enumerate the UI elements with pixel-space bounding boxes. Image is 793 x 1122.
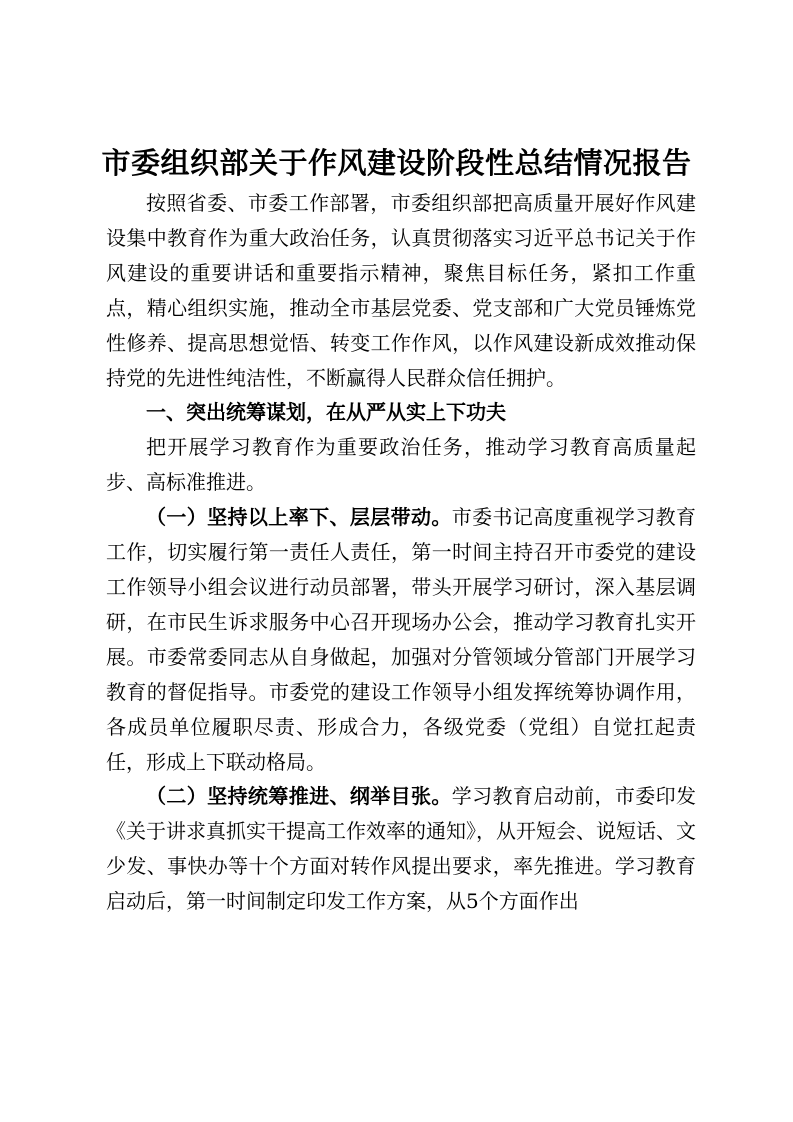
item-text-1: 市委书记高度重视学习教育工作，切实履行第一责任人责任，第一时间主持召开市委党的建设工作领导小组会议进行动员部署，带头开展学习研讨，深入基层调研，在市民生诉求服务中心召开现场办公会，推动学习教育扎实开展。市委常委同志从自身做起，加强对分管领域分管部门开展学习教育的督促指导。市委党的建设工作领导小组发挥统筹协调作用，各成员单位履职尽责、形成合力，各级党委（党组）自觉扛起责任，形成上下联动格局。 [106,505,697,774]
document-title: 市委组织部关于作风建设阶段性总结情况报告 [101,146,692,180]
item-paragraph-1 [106,500,696,779]
section-heading: 一、突出统筹谋划，在从严从实上下功夫 [146,400,506,425]
document-body [106,186,696,919]
item-text-2: 学习教育启动前，市委印发《关于讲求真抓实干提高工作效率的通知》，从开短会、说短话、文少发、事快办等十个方面对转作风提出要求，率先推进。学习教育启动后，第一时间制定印发工作方案，从5个方面作出 [106,784,697,914]
item-lead-1: （一）坚持以上率下、层层带动。 [146,505,452,530]
section-intro-paragraph: 把开展学习教育作为重要政治任务，推动学习教育高质量起步、高标准推进。 [106,435,696,495]
intro-paragraph: 按照省委、市委工作部署，市委组织部把高质量开展好作风建设集中教育作为重大政治任务，认真贯彻落实习近平总书记关于作风建设的重要讲话和重要指示精神，聚焦目标任务，紧扣工作重点，精心组织实施，推动全市基层党委、党支部和广大党员锤炼党性修养、提高思想觉悟、转变工作作风，以作风建设新成效推动保持党的先进性纯洁性，不断赢得人民群众信任拥护。 [106,191,696,390]
item-lead-2: （二）坚持统筹推进、纲举目张。 [146,784,452,809]
item-paragraph-2 [106,779,696,919]
